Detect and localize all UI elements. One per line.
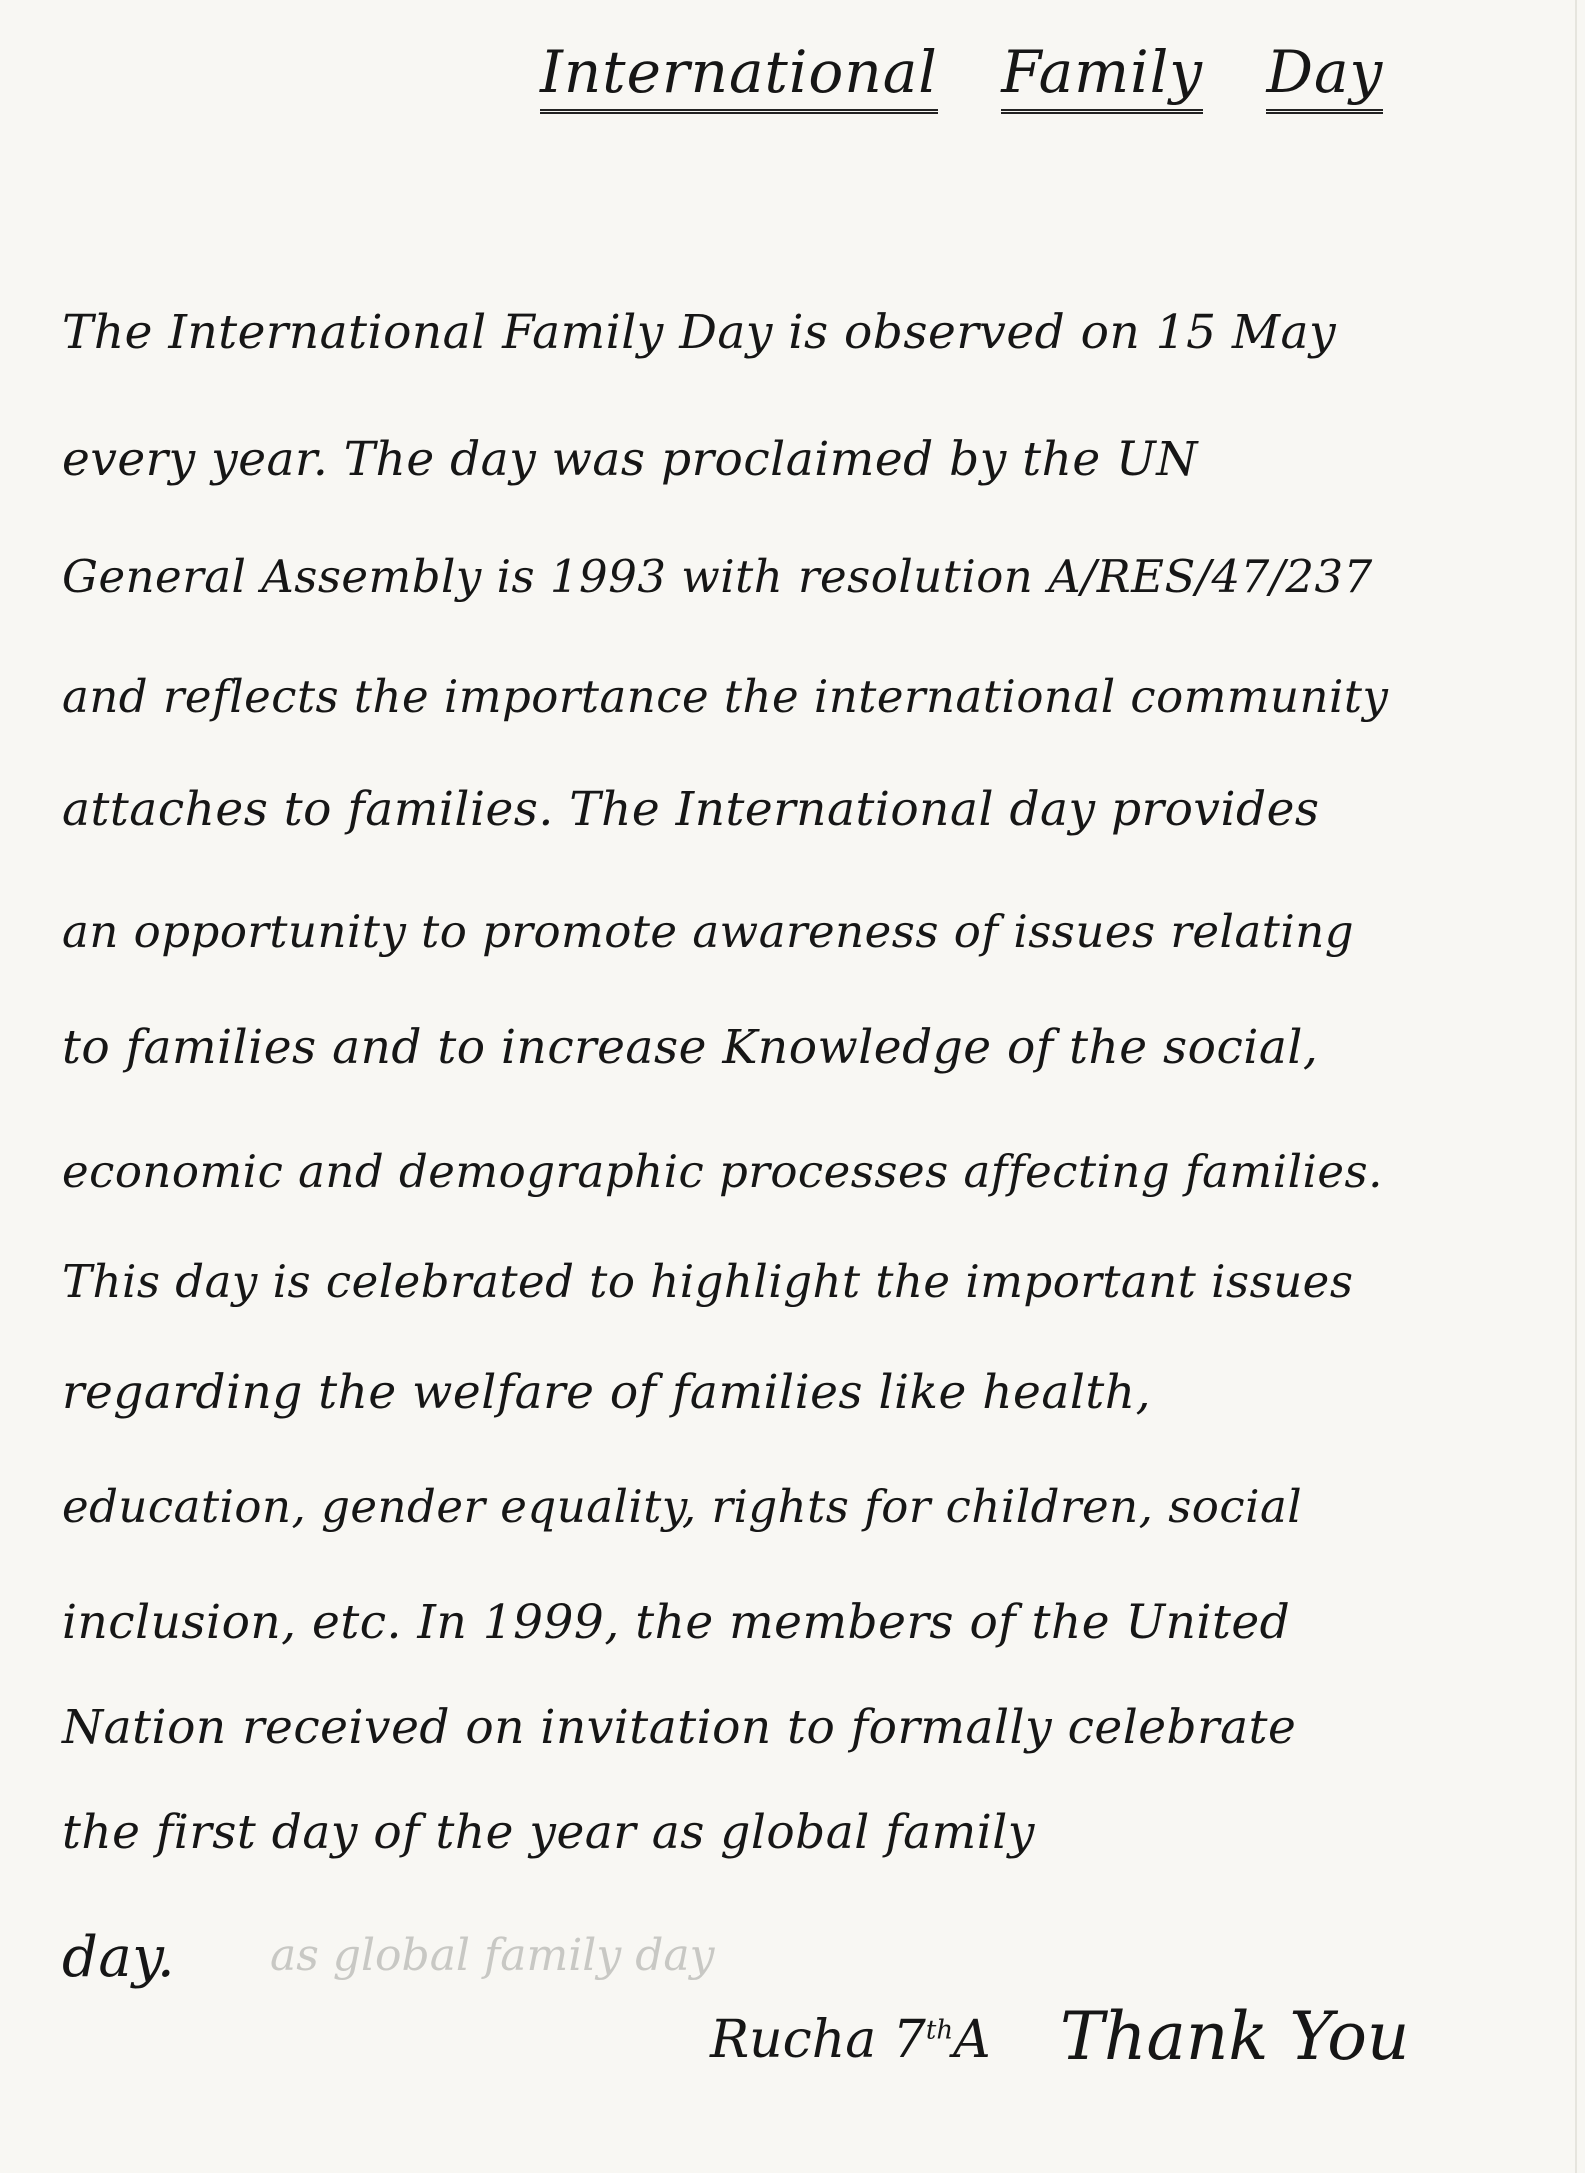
body-line: an opportunity to promote awareness of issues relating	[62, 905, 1355, 958]
signature-name: Rucha	[710, 2010, 877, 2070]
closing-text: Thank You	[1060, 1998, 1410, 2075]
body-line: regarding the welfare of families like health,	[62, 1365, 1152, 1420]
title-word: Day	[1266, 38, 1384, 106]
signature-grade: 7thA	[892, 2010, 991, 2070]
body-line: the first day of the year as global family	[62, 1805, 1035, 1860]
bleed-through-text: as global family day	[270, 1930, 715, 1981]
title-word: International	[540, 38, 938, 106]
body-line: The International Family Day is observed on 15 May	[62, 305, 1337, 360]
signature	[710, 2010, 991, 2070]
body-line: Nation received on invitation to formally celebrate	[62, 1700, 1297, 1755]
body-line: and reflects the importance the international community	[62, 670, 1389, 723]
body-line: attaches to families. The International day provides	[62, 782, 1320, 837]
body-line: inclusion, etc. In 1999, the members of the United	[62, 1595, 1291, 1650]
body-line: to families and to increase Knowledge of the social,	[62, 1020, 1319, 1075]
title-word: Family	[1001, 38, 1204, 106]
page-title	[540, 38, 1385, 106]
body-line: economic and demographic processes affecting families.	[62, 1145, 1383, 1198]
page-edge	[1575, 0, 1577, 2173]
body-line: day.	[62, 1925, 176, 1990]
body-line: General Assembly is 1993 with resolution A/RES/47/237	[62, 550, 1373, 603]
body-line: This day is celebrated to highlight the important issues	[62, 1255, 1354, 1308]
body-line: every year. The day was proclaimed by the UN	[62, 432, 1198, 487]
body-line: education, gender equality, rights for children, social	[62, 1480, 1303, 1533]
